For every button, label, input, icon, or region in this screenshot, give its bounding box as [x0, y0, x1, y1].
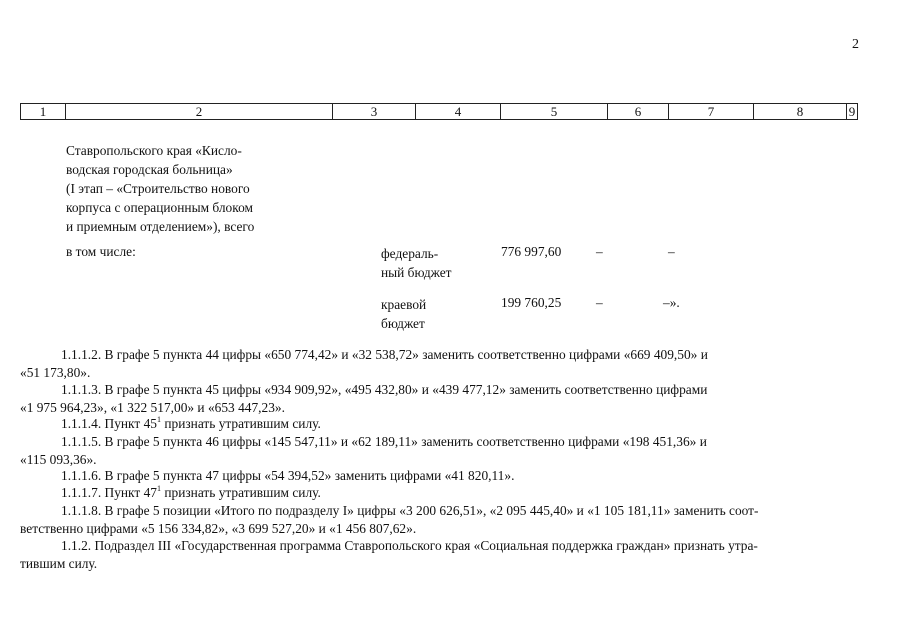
paragraph-1-1-1-6: 1.1.1.6. В графе 5 пункта 47 цифры «54 394,52» заменить цифрами «41 820,11». — [61, 468, 515, 483]
col-number-9: 9 — [847, 104, 858, 120]
paragraph-line: 1.1.1.3. В графе 5 пункта 45 цифры «934 909,92», «495 432,80» и «439 477,12» заменить соответственно цифрами — [61, 382, 708, 397]
paragraph-1-1-2 — [20, 537, 858, 572]
object-description — [66, 141, 290, 236]
federal-col7-dash: – — [668, 244, 675, 259]
regional-budget-source — [381, 295, 426, 333]
paragraph-line: «51 173,80». — [20, 364, 91, 380]
col-number-3: 3 — [333, 104, 416, 120]
col-number-7: 7 — [669, 104, 754, 120]
paragraph-line: «115 093,36». — [20, 451, 97, 467]
paragraph-line: ветственно цифрами «5 156 334,82», «3 699 527,20» и «1 456 807,62». — [20, 520, 417, 536]
description-line: Ставропольского края «Кисло- — [66, 143, 242, 158]
federal-col6-dash: – — [596, 244, 603, 259]
including-label: в том числе: — [66, 244, 136, 259]
regional-col6-dash: – — [596, 295, 603, 310]
source-line: ный бюджет — [381, 265, 452, 280]
source-line: краевой — [381, 297, 427, 312]
paragraph-line: тившим силу. — [20, 555, 98, 571]
description-line: (I этап – «Строительство нового — [66, 181, 250, 196]
description-line: водская городская больница» — [66, 162, 233, 177]
description-line: и приемным отделением»), всего — [66, 219, 255, 234]
paragraph-1-1-1-2 — [20, 346, 858, 381]
col-number-5: 5 — [501, 104, 608, 120]
source-line: федераль- — [381, 246, 439, 261]
col-number-6: 6 — [608, 104, 669, 120]
federal-budget-amount: 776 997,60 — [501, 244, 562, 259]
col-number-8: 8 — [754, 104, 847, 120]
paragraph-line: «1 975 964,23», «1 322 517,00» и «653 447,23». — [20, 399, 285, 415]
federal-budget-source — [381, 244, 452, 282]
superscript: 1 — [156, 484, 161, 493]
description-line: корпуса с операционным блоком — [66, 200, 253, 215]
col-number-4: 4 — [416, 104, 501, 120]
paragraph-line: 1.1.2. Подраздел III «Государственная программа Ставропольского края «Социальная поддержка граждан» признать утра- — [61, 538, 758, 553]
paragraph-line: 1.1.1.2. В графе 5 пункта 44 цифры «650 774,42» и «32 538,72» заменить соответственно цифрами «669 409,50» и — [61, 347, 708, 362]
page-number: 2 — [852, 37, 859, 52]
paragraph-1-1-1-3 — [20, 381, 858, 416]
paragraph-1-1-1-8 — [20, 502, 858, 537]
source-line: бюджет — [381, 316, 425, 331]
regional-col7-dash: –». — [663, 295, 680, 310]
paragraph-1-1-1-7: 1.1.1.7. Пункт $47^1$ признать утратившим силу. — [61, 484, 321, 500]
column-number-header — [20, 103, 858, 120]
col-number-2: 2 — [66, 104, 333, 120]
paragraph-1-1-1-5 — [20, 433, 858, 468]
paragraph-line: 1.1.1.5. В графе 5 пункта 46 цифры «145 547,11» и «62 189,11» заменить соответственно цифрами «198 451,36» и — [61, 434, 707, 449]
superscript: 1 — [156, 415, 161, 424]
paragraph-1-1-1-4: 1.1.1.4. Пункт $45^1$ признать утратившим силу. — [61, 415, 321, 431]
col-number-1: 1 — [21, 104, 66, 120]
paragraph-line: 1.1.1.8. В графе 5 позиции «Итого по подразделу I» цифры «3 200 626,51», «2 095 445,40» и «1 105 181,11» заменить соот- — [61, 503, 759, 518]
regional-budget-amount: 199 760,25 — [501, 295, 562, 310]
